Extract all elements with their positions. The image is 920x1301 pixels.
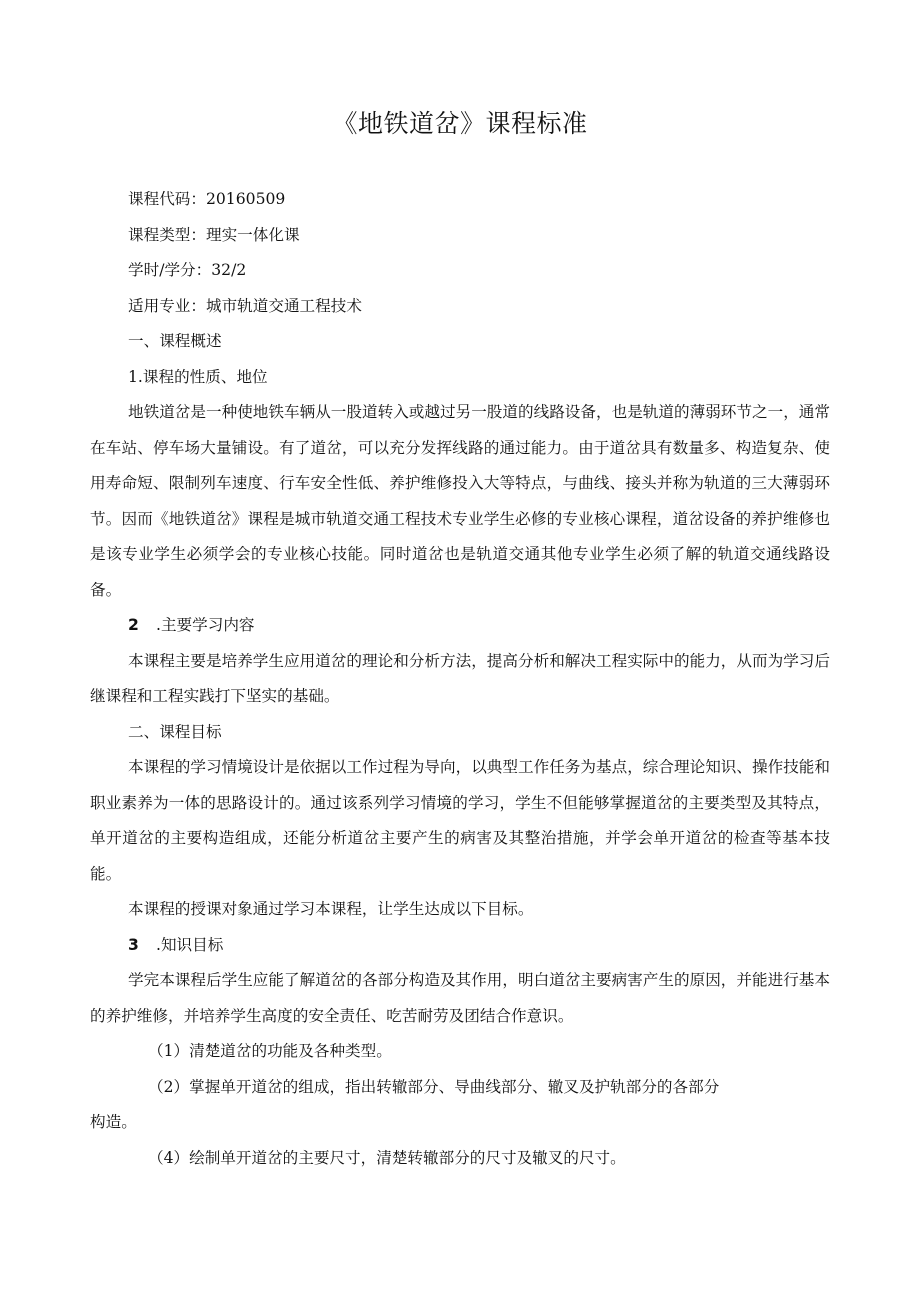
- list-item-2-continuation: 构造。: [90, 1113, 137, 1131]
- subsection-heading-nature: 1.课程的性质、地位: [128, 367, 268, 386]
- subsection-number: 2: [128, 616, 139, 634]
- paragraph-goals-target: 本课程的授课对象通过学习本课程，让学生达成以下目标。: [128, 900, 534, 918]
- subsection-heading-knowledge: [90, 928, 830, 964]
- course-hours-credits: 学时/学分：32/2: [128, 261, 247, 279]
- course-code: 课程代码：20160509: [128, 190, 286, 208]
- section-heading-overview: 一、课程概述: [128, 332, 222, 350]
- list-item-4: （4）绘制单开道岔的主要尺寸，清楚转辙部分的尺寸及辙叉的尺寸。: [148, 1148, 626, 1167]
- paragraph-knowledge: 学完本课程后学生应能了解道岔的各部分构造及其作用，明白道岔主要病害产生的原因，并能进行基本的养护维修，并培养学生高度的安全责任、吃苦耐劳及团结合作意识。: [90, 971, 830, 1025]
- paragraph-content: 本课程主要是培养学生应用道岔的理论和分析方法，提高分析和解决工程实际中的能力，从而为学习后继课程和工程实践打下坚实的基础。: [90, 651, 830, 705]
- course-type: 课程类型：理实一体化课: [128, 225, 300, 244]
- document-body: [90, 182, 830, 1176]
- course-major: 适用专业：城市轨道交通工程技术: [128, 296, 362, 315]
- subsection-heading-text: .知识目标: [156, 935, 224, 954]
- paragraph-nature: 地铁道岔是一种使地铁车辆从一股道转入或越过另一股道的线路设备，也是轨道的薄弱环节之一，通常在车站、停车场大量铺设。有了道岔，可以充分发挥线路的通过能力。由于道岔具有数量多、构造复杂、使用寿命短、限制列车速度、行车安全性低、养护维修投入大等特点，与曲线、接头并称为轨道的三大薄弱环节。因而《地铁道岔》课程是城市轨道交通工程技术专业学生必修的专业核心课程，道岔设备的养护维修也是该专业学生必须学会的专业核心技能。同时道岔也是轨道交通其他专业学生必须了解的轨道交通线路设备。: [90, 403, 830, 599]
- list-item-1: （1）清楚道岔的功能及各种类型。: [148, 1042, 392, 1060]
- paragraph-goals: 本课程的学习情境设计是依据以工作过程为导向，以典型工作任务为基点，综合理论知识、操作技能和职业素养为一体的思路设计的。通过该系列学习情境的学习，学生不但能够掌握道岔的主要类型及其特点，单开道岔的主要构造组成，还能分析道岔主要产生的病害及其整治措施，并学会单开道岔的检查等基本技能。: [90, 758, 830, 883]
- subsection-heading-text: .主要学习内容: [156, 616, 255, 634]
- document-title: 《地铁道岔》课程标准: [332, 109, 588, 138]
- list-item-2: （2）掌握单开道岔的组成，指出转辙部分、导曲线部分、辙叉及护轨部分的各部分: [148, 1077, 720, 1096]
- subsection-number: 3: [128, 935, 139, 954]
- section-heading-goals: 二、课程目标: [128, 722, 222, 741]
- subsection-heading-content: [90, 608, 830, 644]
